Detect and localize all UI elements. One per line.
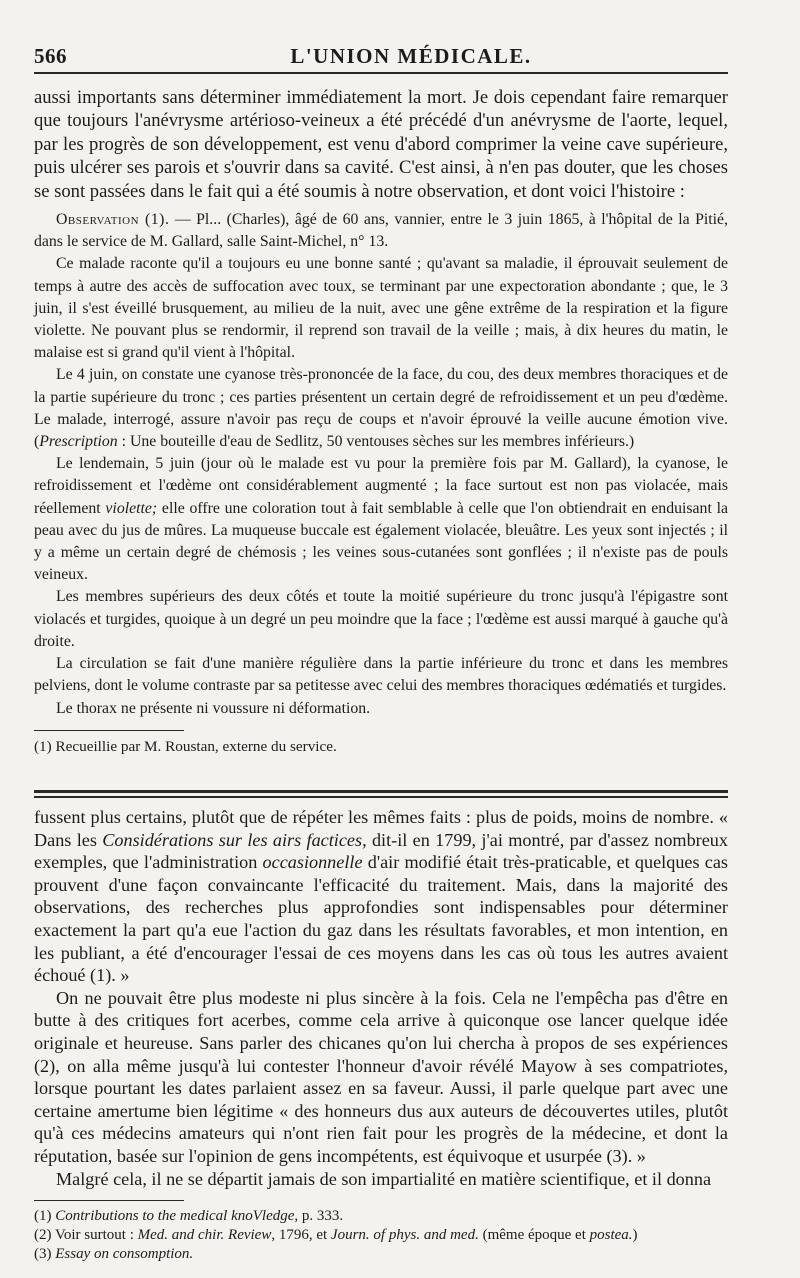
observation-paragraph: La circulation se fait d'une manière régulière dans la partie inférieure du tronc et dans les membres pelviens, dont le volume contraste par sa petitesse avec celui des membres thoraciques œdématiés et turgides. [34, 655, 728, 695]
observation-paragraph: Ce malade raconte qu'il a toujours eu une bonne santé ; qu'avant sa maladie, il éprouvait seulement de temps à autre des accès de suffocation avec toux, se terminant par une expectoration abondante ; que, le 3 juin, il s'est éveillé brusquement, au milieu de la nuit, avec une gêne extrême de la respiration et la figure violette. Ne pouvant plus se rendormir, il reprend son travail de la veille ; mais, à dix heures du matin, le malaise est si grand qu'il vient à l'hôpital. [34, 255, 728, 362]
emphasis-occasionnelle: occasionnelle [262, 852, 363, 873]
observation-paragraph: Le thorax ne présente ni voussure ni déformation. [56, 699, 371, 717]
running-title: L'UNION MÉDICALE. [290, 44, 532, 68]
emphasis-violette: violette; [105, 499, 158, 517]
page-header [34, 40, 728, 70]
footnote: (1) Contributions to the medical knoVledge, p. 333. [34, 1208, 344, 1225]
observation-heading-paragraph [34, 209, 728, 253]
footnote: (1) Recueillie par M. Roustan, externe du service. [34, 737, 337, 755]
bottom-section [34, 806, 728, 1264]
prescription-label: Prescription [39, 433, 118, 451]
top-section [34, 86, 728, 757]
footnote: (3) Essay on consomption. [34, 1246, 194, 1263]
footnote: (2) Voir surtout : Med. and chir. Review, 1796, et Journ. of phys. and med. (même époque et postea.) [34, 1227, 638, 1244]
observation-text: — Pl... (Charles), âgé de 60 ans, vannier, entre le 3 juin 1865, à l'hôpital de la Pitié, dans le service de M. Gallard, salle Saint-Michel, n° 13. [34, 211, 728, 251]
observation-paragraph: Le 4 juin, on constate une cyanose très-prononcée de la face, du cou, des deux membres thoraciques et de la partie supérieure du tronc ; ces parties présentent un certain degré de refroidissement et un peu d'œdème. Le malade, interrogé, assure n'avoir pas reçu de coups et n'avoir éprouvé la veille aucune émotion vive. (Prescription : Une bouteille d'eau de Sedlitz, 50 ventouses sèches sur les membres inférieurs.) [34, 366, 728, 451]
body-paragraph: On ne pouvait être plus modeste ni plus sincère à la fois. Cela ne l'empêcha pas d'être en butte à des critiques fort acerbes, comme cela arrive à quiconque ose lancer quelque idée originale et heureuse. Sans parler des chicanes qu'on lui chercha à propos de ses expériences (2), on alla même jusqu'à lui contester l'honneur d'avoir révélé Mayow à ses compatriotes, lorsque pourtant les dates parlaient assez en sa faveur. Aussi, il parle quelque part avec une certaine amertume bien légitime « des honneurs dus aux auteurs de découvertes utiles, plutôt qu'à ces médecins amateurs qui n'ont rien fait pour les progrès de la médecine, et dont la réputation, basée sur l'opinion de gens incompétents, est équivoque et usurpée (3). » [34, 987, 728, 1166]
body-paragraph: fussent plus certains, plutôt que de répéter les mêmes faits : plus de poids, moins de nombre. « Dans les Considérations sur les airs factices, dit-il en 1799, j'ai montré, par d'assez nombreux exemples, que l'administration occasionnelle d'air modifié était très-praticable, et quelques cas prouvent d'une façon convaincante l'efficacité du traitement. Mais, dans la majorité des observations, des recherches plus approfondies sont indispensables pour déterminer exactement la part qu'a eue l'action du gaz dans les résultats favorables, et mon intention, en les publiant, a été d'encourager l'essai de ces moyens dans les cas où tous les autres avaient échoué (1). » [34, 807, 729, 986]
page-number: 566 [34, 44, 67, 68]
observation-paragraph: Le lendemain, 5 juin (jour où le malade est vu pour la première fois par M. Gallard), la cyanose, le refroidissement et l'œdème ont considérablement augmenté ; la face surtout est non pas violacée, mais réellement violette; elle offre une coloration tout à fait semblable à celle que l'on obtiendrait en enduisant la peau avec du jus de mûres. La muqueuse buccale est également violacée, bleuâtre. Les yeux sont injectés ; il y a même un certain degré de chémosis ; les veines sous-cutanées sont gonflées ; il n'existe pas de pouls veineux. [34, 455, 729, 584]
intro-paragraph: aussi importants sans déterminer immédiatement la mort. Je dois cependant faire remarquer que toujours l'anévrysme artérioso-veineux a été précédé d'un anévrysme de l'aorte, lequel, par les progrès de son développement, est venu d'abord comprimer la veine cave supérieure, puis ulcérer ses parois et s'ouvrir dans sa cavité. C'est ainsi, à n'en pas douter, que les choses se sont passées dans le fait qui a été soumis à notre observation, et dont voici l'histoire : [34, 87, 728, 202]
emphasis-title: Considérations sur les airs factices, [102, 829, 367, 850]
footnote-rule [34, 1200, 184, 1201]
section-divider [34, 790, 728, 798]
observation-label: Observation (1). [56, 211, 170, 229]
header-rule [34, 72, 728, 74]
body-paragraph: Malgré cela, il ne se départit jamais de son impartialité en matière scientifique, et il donna [56, 1168, 712, 1189]
footnote-rule [34, 730, 184, 731]
observation-paragraph: Les membres supérieurs des deux côtés et toute la moitié supérieure du tronc jusqu'à l'épigastre sont violacés et turgides, quoique à un degré un peu moindre que la face ; l'œdème est aussi marqué à gauche qu'à droite. [34, 588, 728, 650]
